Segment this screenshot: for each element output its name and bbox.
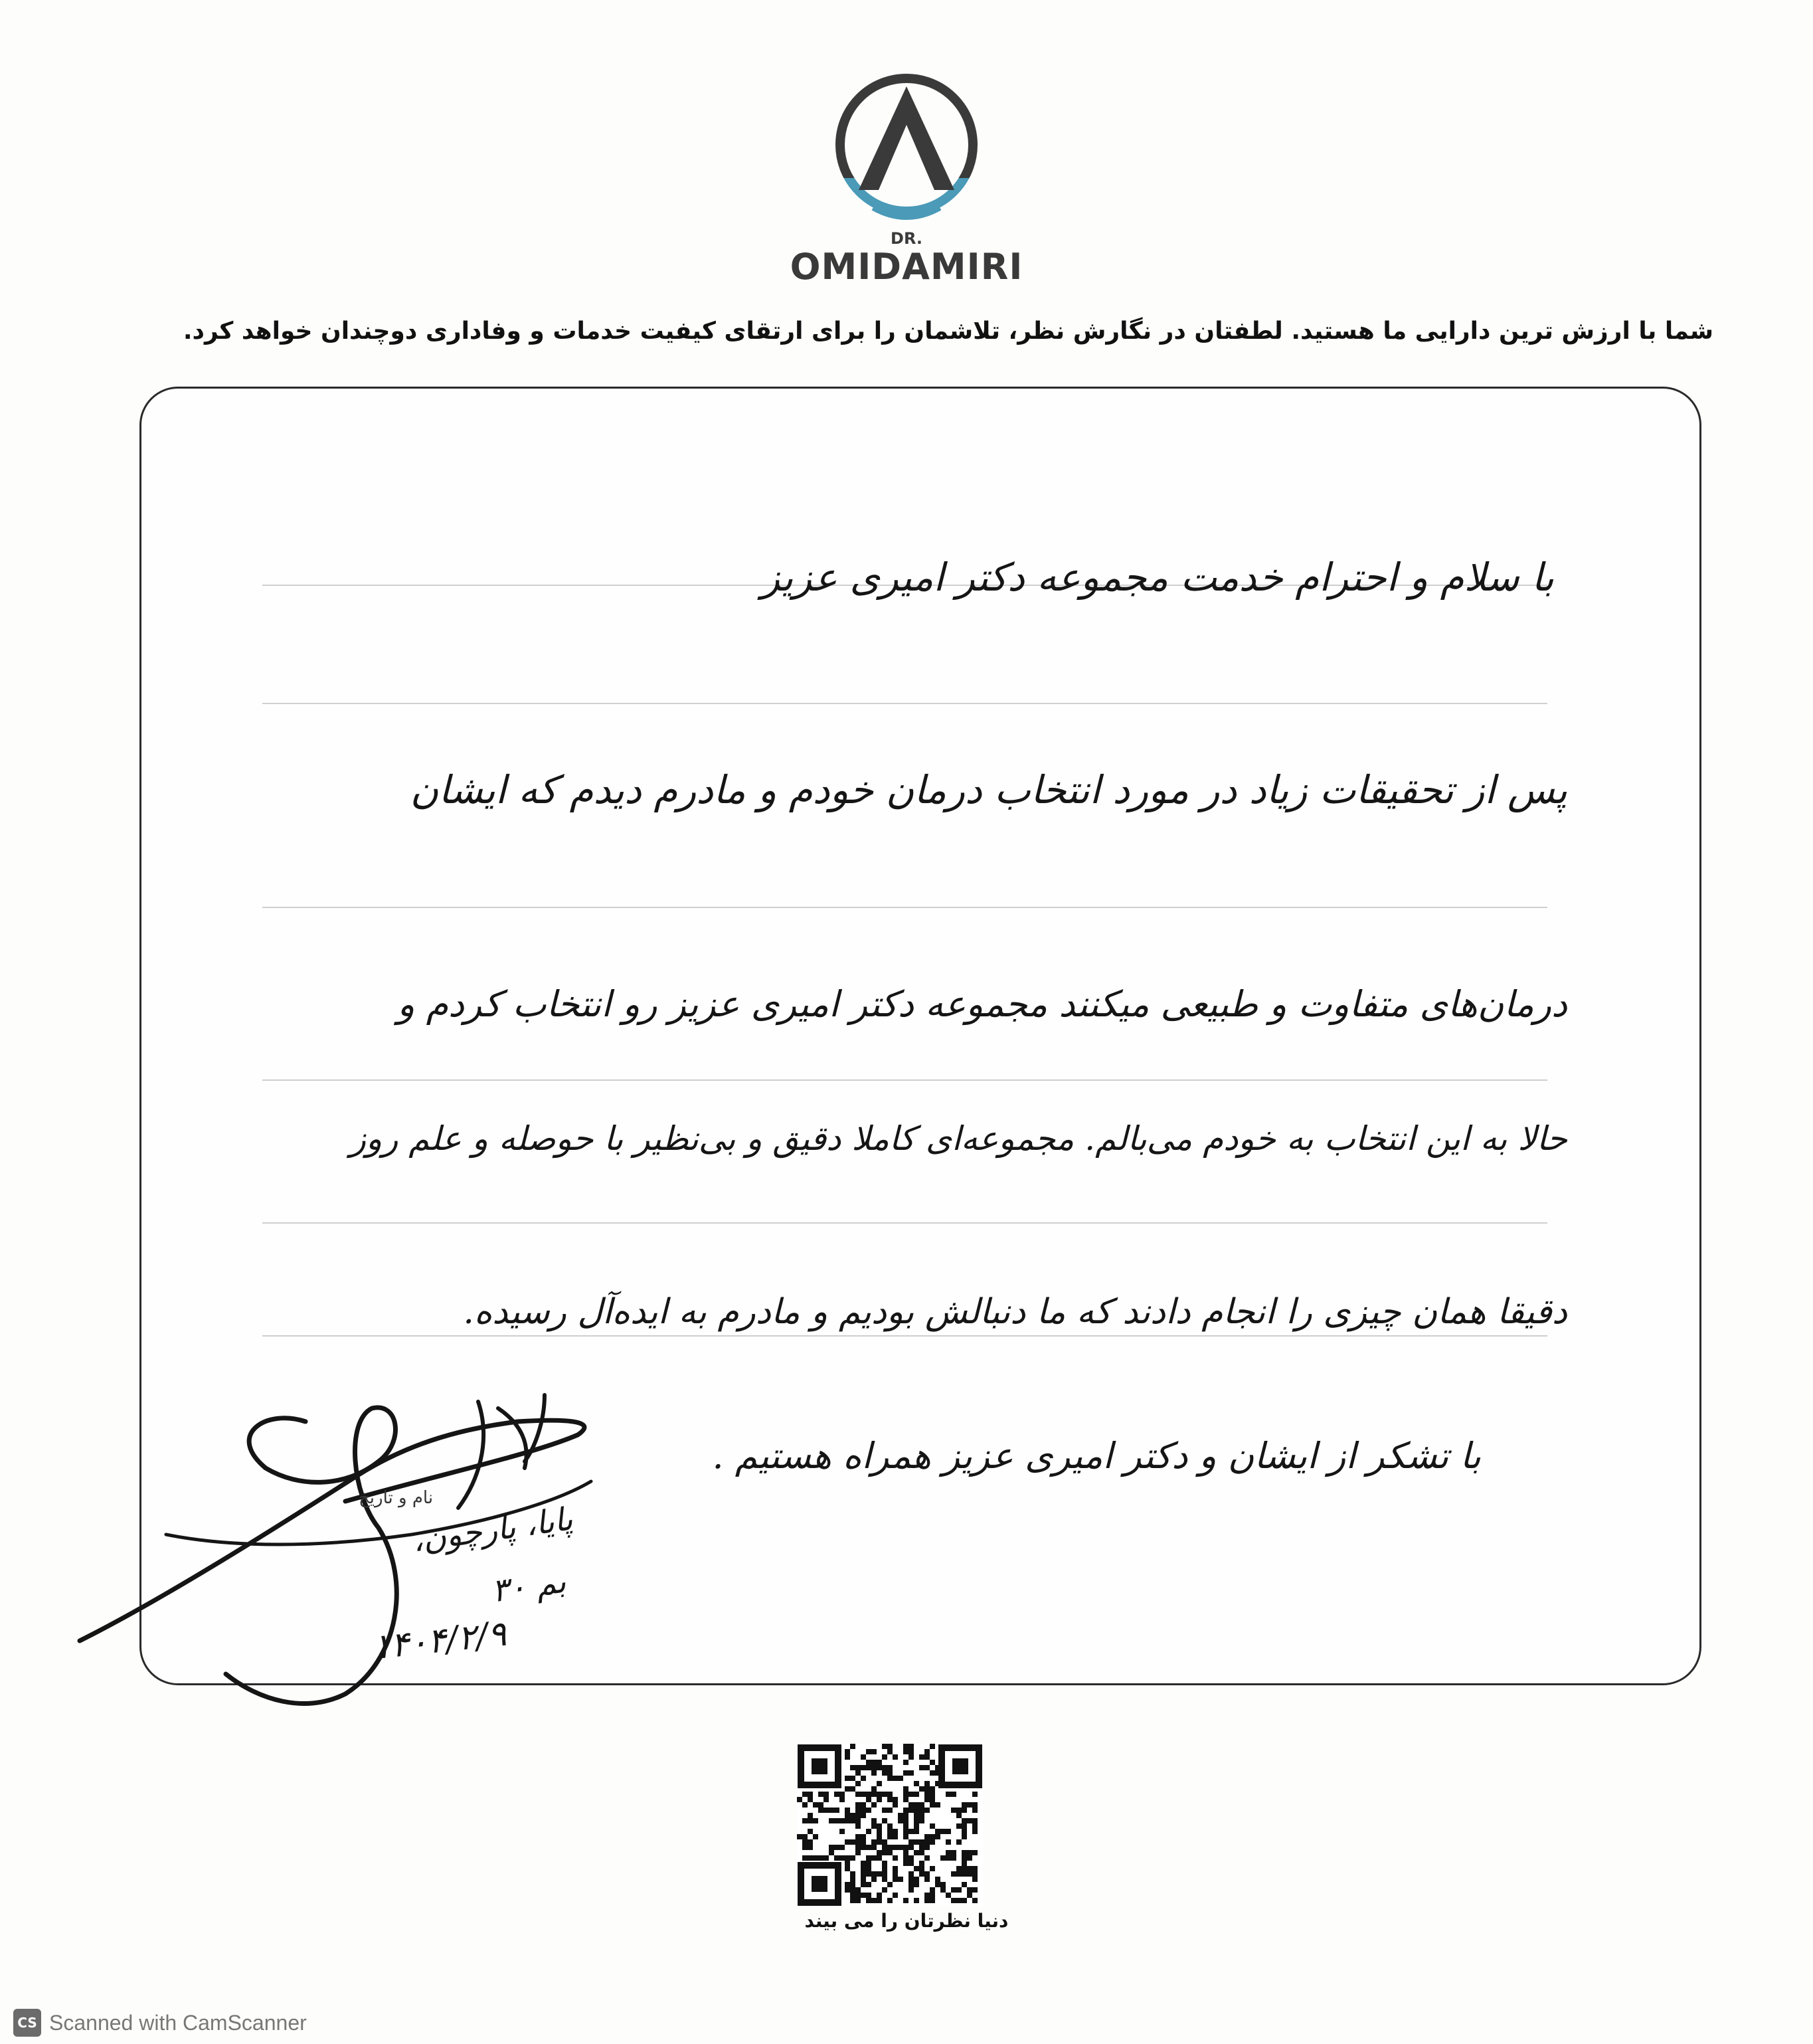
signature-date-line: ۱۴۰۴/۲/۹ <box>370 1614 509 1668</box>
brand-name: OMIDAMIRI <box>790 246 1023 288</box>
logo-mark-icon <box>774 60 1039 232</box>
signature-label: نام و تاریخ <box>359 1488 434 1508</box>
feedback-line: دقیقا همان چیزی را انجام دادند که ما دنبالش بودیم و مادرم به ایده‌آل رسیده. <box>463 1292 1567 1332</box>
brand-logo <box>774 60 1039 299</box>
ruled-line <box>262 1335 1547 1337</box>
camscanner-icon: CS <box>13 2009 41 2037</box>
feedback-line: با تشکر از ایشان و دکتر امیری عزیز همراه هستیم . <box>712 1435 1481 1477</box>
signature-date-line: پایا، پارچون، <box>410 1500 575 1560</box>
feedback-line: با سلام و احترام خدمت مجموعه دکتر امیری عزیز <box>761 555 1554 600</box>
feedback-line: درمان‌های متفاوت و طبیعی میکنند مجموعه دکتر امیری عزیز رو انتخاب کردم و <box>397 983 1567 1025</box>
scanner-watermark <box>13 2006 307 2039</box>
ruled-line <box>262 1079 1547 1081</box>
intro-text: شما با ارزش ترین دارایی ما هستید. لطفتان در نگارش نظر، تلاشمان را برای ارتقای کیفیت خدمات و وفاداری دوچندان خواهد کرد. <box>183 318 1713 345</box>
ruled-line <box>262 907 1547 908</box>
qr-caption: دنیا نظرتان را می بیند <box>804 1910 1009 1932</box>
feedback-line: پس از تحقیقات زیاد در مورد انتخاب درمان خودم و مادرم دیدم که ایشان <box>410 767 1567 812</box>
feedback-line: حالا به این انتخاب به خودم می‌بالم. مجموعه‌ای کاملا دقیق و بی‌نظیر با حوصله و علم روز <box>349 1119 1567 1158</box>
signature-date-line: بم ۳۰ <box>489 1562 568 1610</box>
qr-code[interactable] <box>797 1744 983 1906</box>
scanner-text: Scanned with CamScanner <box>49 2010 307 2035</box>
ruled-line <box>262 703 1547 704</box>
ruled-line <box>262 1222 1547 1224</box>
signature-mark <box>66 1382 611 1727</box>
brand-prefix: DR. <box>891 229 922 248</box>
